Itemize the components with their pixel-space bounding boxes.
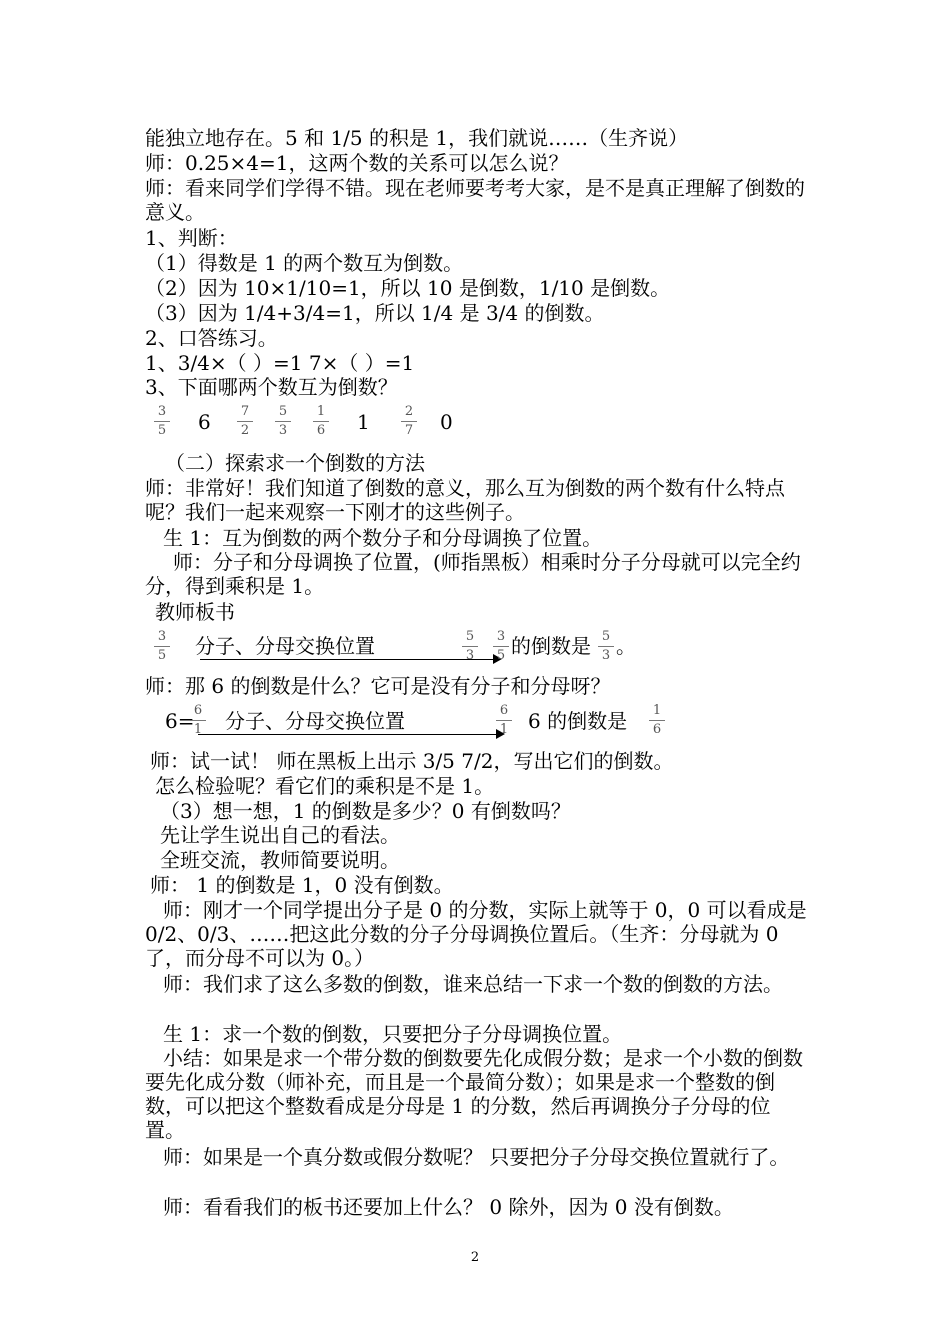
- text: 。: [616, 634, 636, 658]
- fraction: 3 5: [152, 629, 172, 664]
- text: 的倒数是: [511, 634, 591, 658]
- text-line: （2）因为 10×1/10=1，所以 10 是倒数，1/10 是倒数。: [145, 276, 671, 300]
- section-heading: （二）探索求一个倒数的方法: [165, 451, 425, 475]
- text-paragraph: 师：我们求了这么多数的倒数，谁来总结一下求一个数的倒数的方法。: [163, 972, 783, 996]
- number: 0: [440, 410, 453, 434]
- arrow: [200, 659, 500, 660]
- arrow-label: 分子、分母交换位置: [225, 709, 405, 733]
- text-line: 师：0.25×4=1，这两个数的关系可以怎么说？: [145, 151, 569, 175]
- text-line: 师： 1 的倒数是 1，0 没有倒数。: [150, 873, 454, 897]
- text-line: 怎么检验呢？看它们的乘积是不是 1。: [155, 774, 495, 798]
- fraction: 6 1: [188, 703, 208, 738]
- fraction: 6 1: [494, 703, 514, 738]
- text-line: 2、口答练习。: [145, 326, 278, 350]
- text-line: 师：看看我们的板书还要加上什么？ 0 除外，因为 0 没有倒数。: [163, 1195, 734, 1219]
- fraction: 3 5: [491, 629, 511, 664]
- text-line: 1、判断：: [145, 226, 238, 250]
- text-paragraph: 师：非常好！我们知道了倒数的意义，那么互为倒数的两个数有什么特点呢？我们一起来观察一下刚才的这些例子。: [145, 476, 785, 524]
- number: 6: [198, 410, 211, 434]
- text-paragraph: 师：分子和分母调换了位置，(师指黑板）相乘时分子分母就可以完全约分，得到乘积是 1。: [145, 550, 801, 598]
- fraction: 5 3: [596, 629, 616, 664]
- text-line: 生 1：互为倒数的两个数分子和分母调换了位置。: [163, 526, 603, 550]
- arrow: [198, 734, 503, 735]
- arrow-label: 分子、分母交换位置: [195, 634, 375, 658]
- fraction: 5 3: [460, 629, 480, 664]
- text-line: 全班交流，教师简要说明。: [160, 848, 400, 872]
- text-line: 3、下面哪两个数互为倒数？: [145, 375, 398, 399]
- text-line: 先让学生说出自己的看法。: [160, 823, 400, 847]
- text-paragraph: 师：刚才一个同学提出分子是 0 的分数，实际上就等于 0，0 可以看成是 0/2、0/3、……把这此分数的分子分母调换位置后。（生齐：分母就为 0 了，而分母不可以为 0。）: [145, 898, 807, 970]
- text: 6 的倒数是: [528, 709, 628, 733]
- text-paragraph: 小结：如果是求一个带分数的倒数要先化成假分数；是求一个小数的倒数要先化成分数（师补充，而且是一个最简分数）；如果是求一个整数的倒数，可以把这个整数看成是分母是 1 的分数，然后再调换分子分母的位置。: [145, 1046, 803, 1142]
- text-line: 生 1：求一个数的倒数，只要把分子分母调换位置。: [163, 1022, 623, 1046]
- text-line: 师：那 6 的倒数是什么？它可是没有分子和分母呀？: [145, 674, 611, 698]
- text-line: 师：试一试！ 师在黑板上出示 3/5 7/2，写出它们的倒数。: [150, 749, 674, 773]
- text-line: 1、3/4×（ ）=1 7×（ ）=1: [145, 351, 415, 375]
- fraction: 7 2: [235, 404, 255, 439]
- text-line: 能独立地存在。5 和 1/5 的积是 1，我们就说……（生齐说）: [145, 126, 689, 150]
- text-paragraph: 师：看来同学们学得不错。现在老师要考考大家，是不是真正理解了倒数的意义。: [145, 176, 805, 224]
- text-line: （3）想一想，1 的倒数是多少？0 有倒数吗？: [160, 799, 571, 823]
- text-line: （3）因为 1/4+3/4=1，所以 1/4 是 3/4 的倒数。: [145, 301, 605, 325]
- text: 6=: [165, 709, 195, 733]
- text-line: （1）得数是 1 的两个数互为倒数。: [145, 251, 464, 275]
- fraction: 1 6: [647, 703, 667, 738]
- text-line: 教师板书: [155, 600, 235, 624]
- fraction: 3 5: [152, 404, 172, 439]
- fraction: 1 6: [311, 404, 331, 439]
- fraction: 5 3: [273, 404, 293, 439]
- number: 1: [357, 410, 370, 434]
- fraction: 2 7: [399, 404, 419, 439]
- page-number: 2: [470, 1250, 480, 1265]
- text-paragraph: 师：如果是一个真分数或假分数呢？ 只要把分子分母交换位置就行了。: [163, 1145, 790, 1169]
